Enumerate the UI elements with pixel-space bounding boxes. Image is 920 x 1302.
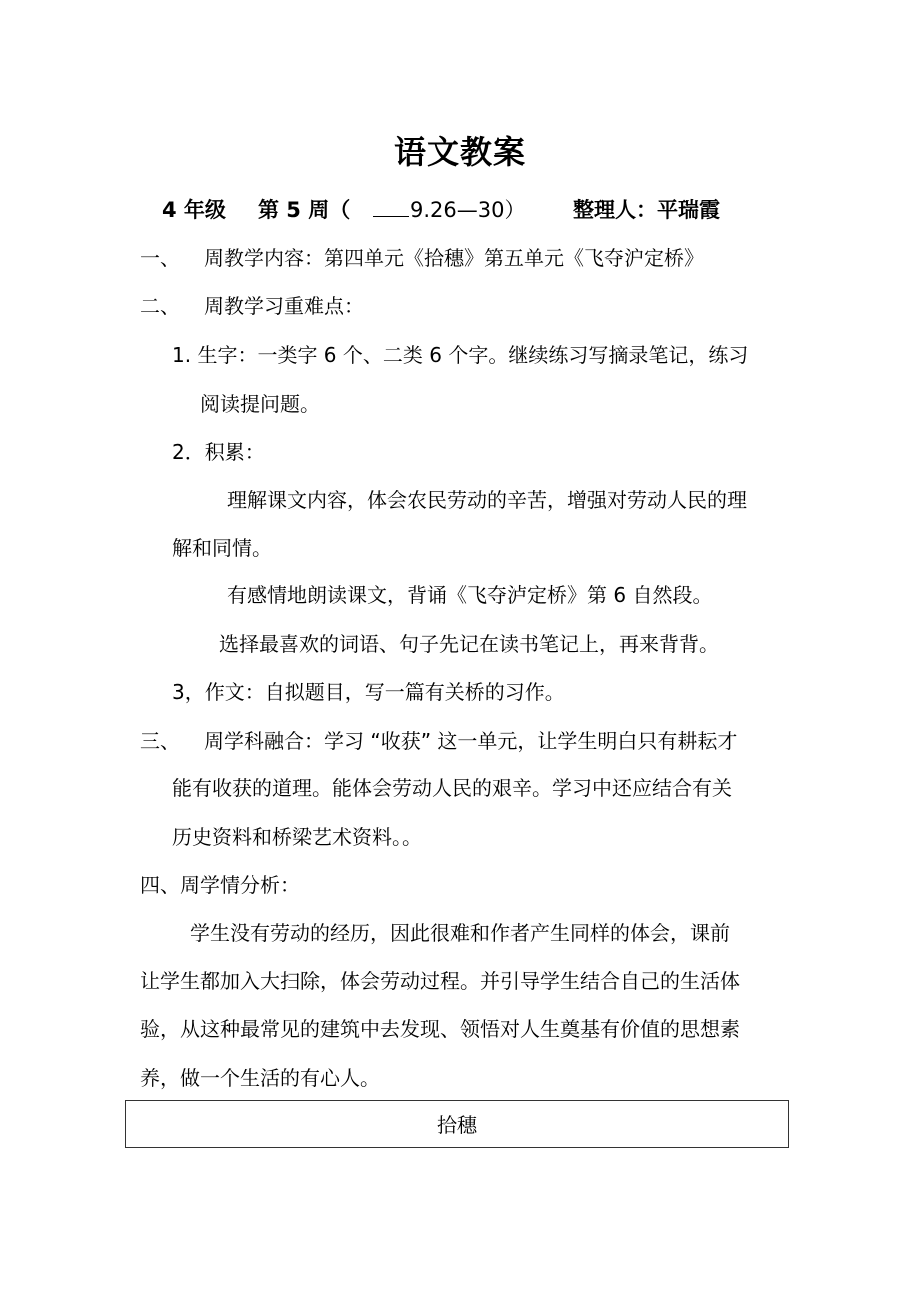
section-2-item-2-heading: 2．积累： (172, 440, 265, 464)
section-2-item-2-para-1-line-1: 理解课文内容，体会农民劳动的辛苦，增强对劳动人民的理 (227, 488, 747, 512)
page-title: 语文教案 (393, 133, 526, 171)
section-2-item-1-line-1: 1. 生字：一类字 6 个、二类 6 个字。继续练习写摘录笔记，练习 (172, 343, 749, 367)
date-range: 9.26—30） (410, 198, 526, 222)
section-4-line-1: 学生没有劳动的经历，因此很难和作者产生同样的体会，课前 (190, 921, 730, 945)
compiler-label: 整理人：平瑞霞 (573, 198, 720, 222)
section-3-line-3: 历史资料和桥梁艺术资料。。 (172, 825, 422, 849)
grade-label: 4 年级 (162, 198, 226, 222)
section-4-line-2: 让学生都加入大扫除，体会劳动过程。并引导学生结合自己的生活体 (140, 969, 740, 993)
section-3-line-2: 能有收获的道理。能体会劳动人民的艰辛。学习中还应结合有关 (172, 776, 732, 800)
section-2-item-1-line-2: 阅读提问题。 (200, 392, 320, 416)
section-4-heading: 四、周学情分析： (140, 873, 300, 897)
week-label: 第 5 周（ (258, 198, 351, 222)
section-4-line-3: 验，从这种最常见的建筑中去发现、领悟对人生奠基有价值的思想素 (140, 1017, 740, 1041)
section-2-heading: 周教学习重难点： (204, 294, 364, 318)
section-2-item-2-para-3: 选择最喜欢的词语、句子先记在读书笔记上，再来背背。 (219, 632, 719, 656)
section-1-text: 周教学内容：第四单元《拾穗》第五单元《飞夺沪定桥》 (204, 246, 704, 270)
section-2-item-2-para-2: 有感情地朗读课文，背诵《飞夺泸定桥》第 6 自然段。 (227, 583, 713, 607)
lesson-table (125, 1100, 789, 1148)
section-4-line-4: 养，做一个生活的有心人。 (140, 1066, 380, 1090)
section-2-item-2-para-1-line-2: 解和同情。 (172, 536, 272, 560)
date-blank (372, 192, 410, 228)
section-3-line-1: 周学科融合：学习 “收获” 这一单元，让学生明白只有耕耘才 (204, 729, 738, 753)
section-1-number: 一、 (140, 246, 180, 270)
table-header-cell: 拾穗 (437, 1113, 477, 1137)
section-2-number: 二、 (140, 294, 180, 318)
section-3-number: 三、 (140, 729, 180, 753)
section-2-item-3: 3，作文：自拟题目，写一篇有关桥的习作。 (172, 680, 565, 704)
